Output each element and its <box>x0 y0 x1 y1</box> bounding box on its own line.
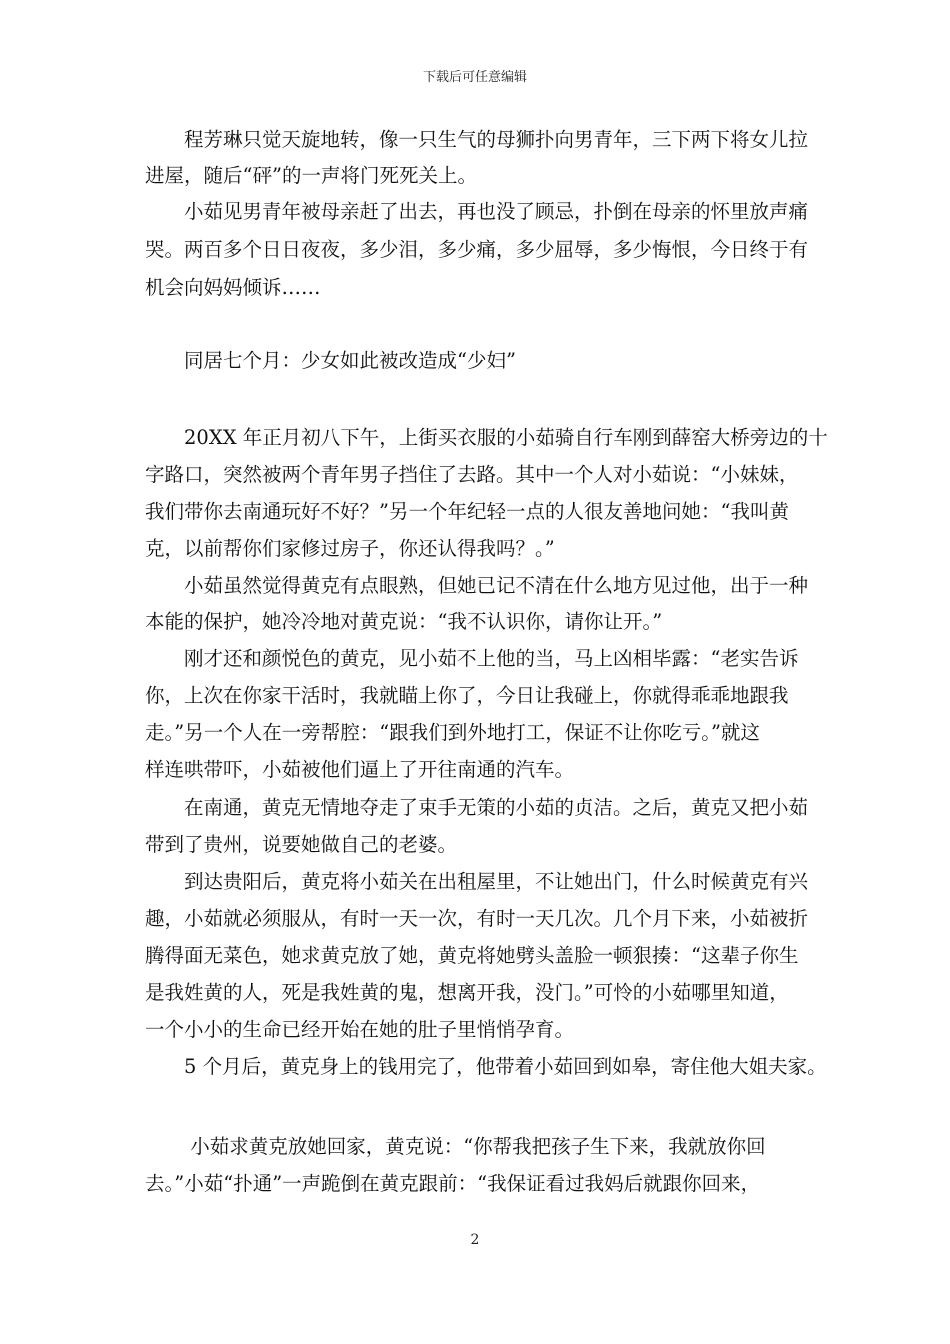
body-line: 腾得面无菜色，她求黄克放了她，黄克将她劈头盖脸一顿狠揍：“这辈子你生 <box>145 944 799 967</box>
body-line: 我们带你去南通玩好不好？”另一个年纪轻一点的人很友善地问她：“我叫黄 <box>145 500 789 523</box>
body-line: 去。”小茹“扑通”一声跪倒在黄克跟前：“我保证看过我妈后就跟你回来， <box>145 1172 761 1195</box>
body-line: 在南通，黄克无情地夺走了束手无策的小茹的贞洁。之后，黄克又把小茹 <box>145 796 809 819</box>
body-line: 一个小小的生命已经开始在她的肚子里悄悄孕育。 <box>145 1018 575 1041</box>
body-line: 20XX 年正月初八下午，上街买衣服的小茹骑自行车刚到薛窑大桥旁边的十 <box>145 426 828 449</box>
body-line: 小茹求黄克放她回家，黄克说：“你帮我把孩子生下来，我就放你回 <box>145 1135 766 1158</box>
body-line: 小茹虽然觉得黄克有点眼熟，但她已记不清在什么地方见过他，出于一种 <box>145 574 809 597</box>
body-line: 你，上次在你家干活时，我就瞄上你了，今日让我碰上，你就得乖乖地跟我 <box>145 684 789 707</box>
body-line: 程芳琳只觉天旋地转，像一只生气的母狮扑向男青年，三下两下将女儿拉 <box>145 128 809 151</box>
body-line: 刚才还和颜悦色的黄克，见小茹不上他的当，马上凶相毕露：“老实告诉 <box>145 647 799 670</box>
body-line: 是我姓黄的人，死是我姓黄的鬼，想离开我，没门。”可怜的小茹哪里知道， <box>145 981 789 1004</box>
body-line: 趣，小茹就必须服从，有时一天一次，有时一天几次。几个月下来，小茹被折 <box>145 907 809 930</box>
body-line: 带到了贵州，说要她做自己的老婆。 <box>145 833 458 856</box>
section-heading: 同居七个月：少女如此被改造成“少妇” <box>145 349 516 372</box>
body-line: 进屋，随后“砰”的一声将门死死关上。 <box>145 164 477 187</box>
body-line: 克，以前帮你们家修过房子，你还认得我吗？。” <box>145 537 555 560</box>
body-line: 本能的保护，她冷冷地对黄克说：“我不认识你，请你让开。” <box>145 610 663 633</box>
body-line: 字路口，突然被两个青年男子挡住了去路。其中一个人对小茹说：“小妹妹， <box>145 463 799 486</box>
body-line: 5 个月后，黄克身上的钱用完了，他带着小茹回到如皋，寄住他大姐夫家。 <box>145 1055 827 1078</box>
page-number: 2 <box>470 1232 480 1248</box>
page-header: 下载后可任意编辑 <box>422 70 527 85</box>
body-line: 机会向妈妈倾诉…… <box>145 276 321 299</box>
body-line: 哭。两百多个日日夜夜，多少泪，多少痛，多少屈辱，多少悔恨，今日终于有 <box>145 238 809 261</box>
body-line: 小茹见男青年被母亲赶了出去，再也没了顾忌，扑倒在母亲的怀里放声痛 <box>145 200 809 223</box>
body-line: 到达贵阳后，黄克将小茹关在出租屋里，不让她出门，什么时候黄克有兴 <box>145 870 809 893</box>
body-line: 走。”另一个人在一旁帮腔：“跟我们到外地打工，保证不让你吃亏。”就这 <box>145 721 760 744</box>
body-line: 样连哄带吓，小茹被他们逼上了开往南通的汽车。 <box>145 758 575 781</box>
